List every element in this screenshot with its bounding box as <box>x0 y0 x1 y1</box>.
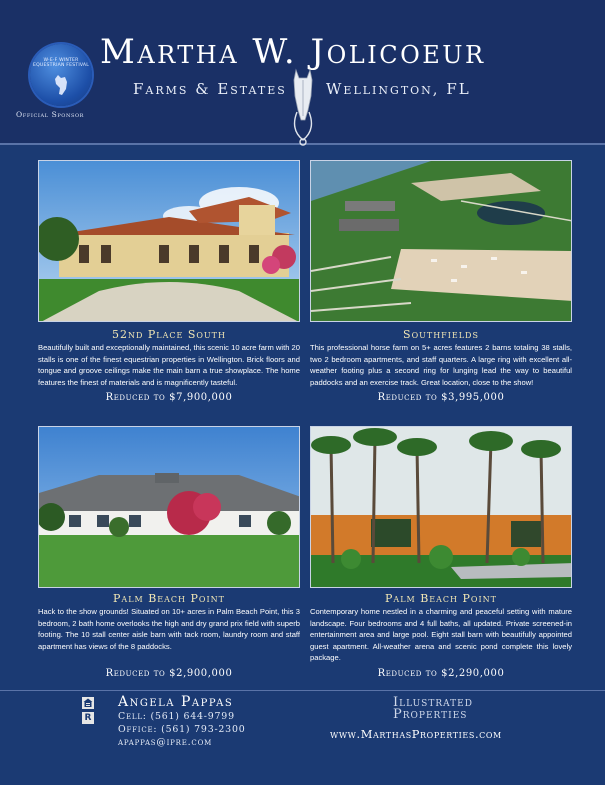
aerial-farm-photo <box>311 161 572 322</box>
agent-name: Angela Pappas <box>118 694 234 710</box>
agent-email-link[interactable]: apappas@ipre.com <box>118 737 213 748</box>
listing-description: This professional horse farm on 5+ acres features 2 barns totaling 38 stalls, two 2 bedroom apartments, and staff quarters. A large ring with excellent all-weather footing plus a second ring for lunging lead the way to beautiful paddocks and an exercise track. Great location, close to the show! <box>310 343 572 387</box>
agent-office-phone[interactable]: Office: (561) 793-2300 <box>118 724 246 735</box>
listing-description: Beautifully built and exceptionally maintained, this scenic 10 acre farm with 20 stalls is one of the finest equestrian properties in Wellington. Brick floors and tongue and groove ceilings make the main barn a true showplace. The home features the finest of materials and is magnificently tasteful. <box>38 343 300 387</box>
house-photo <box>39 161 300 322</box>
listing-title: Palm Beach Point <box>385 592 497 605</box>
sponsor-logo <box>30 44 92 106</box>
listing-price: Reduced to $3,995,000 <box>377 392 505 403</box>
company-logo-text: Illustrated Properties <box>393 695 473 722</box>
realtor-icon: R <box>82 712 94 724</box>
listing-palm-beach-point-2 <box>310 426 572 686</box>
website-link[interactable]: www.MarthasProperties.com <box>330 727 502 741</box>
listing-price: Reduced to $2,290,000 <box>377 668 505 679</box>
listing-title: Palm Beach Point <box>113 592 225 605</box>
listing-price: Reduced to $2,900,000 <box>105 668 233 679</box>
listing-52nd-place-south <box>38 160 300 430</box>
sponsor-logo-text: W·E·F WINTER EQUESTRIAN FESTIVAL <box>32 58 90 69</box>
property-photo-52nd-place-south[interactable] <box>38 160 300 322</box>
listing-description: Hack to the show grounds! Situated on 10+ acres in Palm Beach Point, this 3 bedroom, 2 bath home overlooks the high and dry grand prix field with superb footing. The 10 stall center aisle barn with tack room, laundry room and staff apartment has views of the 8 paddocks. <box>38 607 300 651</box>
property-photo-palm-beach-point-2[interactable] <box>310 426 572 588</box>
equal-housing-icon <box>82 697 94 709</box>
brand-subtitle-location: Wellington, FL <box>326 80 471 98</box>
brand-name: Martha W. Jolicoeur <box>100 32 486 72</box>
house-photo <box>39 427 300 588</box>
listing-southfields <box>310 160 572 430</box>
horse-head-emblem-icon <box>283 66 323 146</box>
brand-subtitle-farms: Farms & Estates <box>133 80 287 98</box>
listing-price: Reduced to $7,900,000 <box>105 392 233 403</box>
house-photo <box>311 427 572 588</box>
horse-head-icon <box>52 74 70 96</box>
property-photo-palm-beach-point-1[interactable] <box>38 426 300 588</box>
property-photo-southfields[interactable] <box>310 160 572 322</box>
listing-palm-beach-point-1 <box>38 426 300 686</box>
listing-title: Southfields <box>403 328 479 341</box>
footer-divider <box>0 690 605 691</box>
listing-title: 52nd Place South <box>111 328 226 341</box>
official-sponsor-label: Official Sponsor <box>16 110 85 119</box>
agent-cell-phone[interactable]: Cell: (561) 644-9799 <box>118 711 235 722</box>
listing-description: Contemporary home nestled in a charming and peaceful setting with mature landscape. Four bedrooms and 4 full baths, all updated. Private screened-in entertainment area and large pool. Eight stall barn with beautifully appointed guest apartment. All-weather arena and scenic pond complete this lovely package. <box>310 607 572 663</box>
